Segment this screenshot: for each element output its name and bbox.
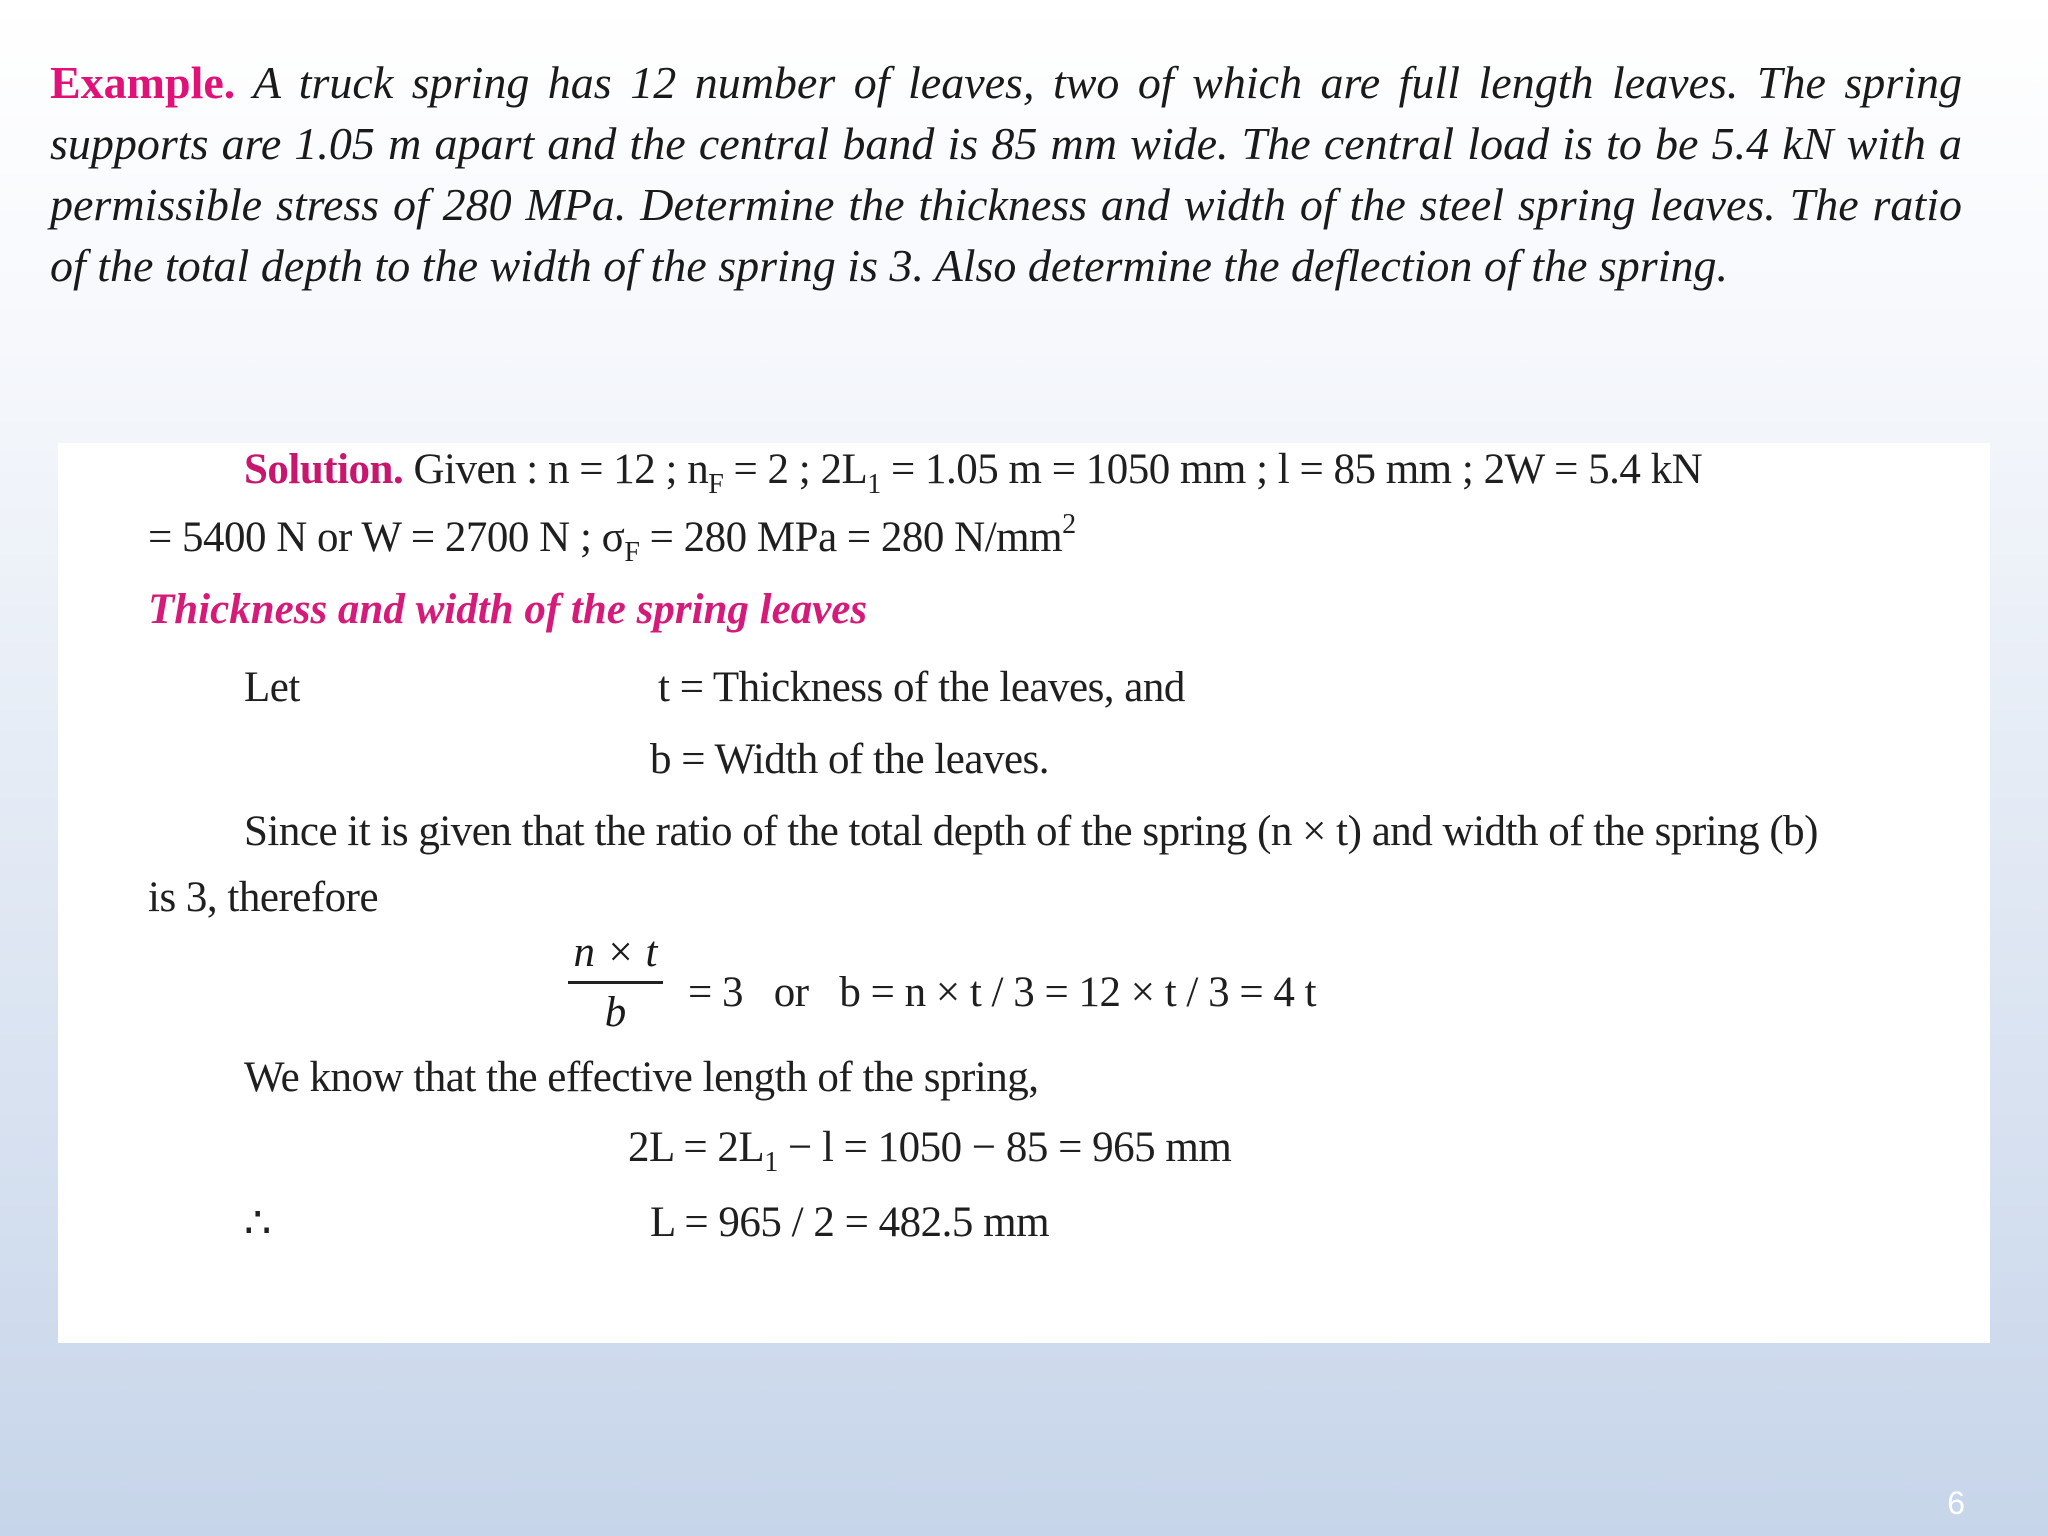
page-number: 6	[1947, 1485, 1965, 1521]
eq2-sub: 1	[764, 1147, 778, 1178]
problem-statement	[50, 52, 1962, 296]
given-2l1: = 2 ; 2L	[723, 446, 868, 493]
let-label: Let	[244, 664, 300, 711]
eq2-lhs: 2L = 2L	[628, 1124, 765, 1171]
given-n: Given : n = 12 ; n	[413, 446, 709, 493]
fraction-numerator: n × t	[573, 929, 658, 976]
given-rest: = 1.05 m = 1050 mm ; l = 85 mm ; 2W = 5.4 kN	[880, 446, 1703, 493]
ratio-sentence-line-2: is 3, therefore	[148, 874, 379, 921]
solution-image	[58, 443, 1990, 1343]
effective-length-equation	[628, 1123, 1231, 1179]
solution-label: Solution.	[244, 446, 404, 493]
ratio-equation: = 3 or b = n × t / 3 = 12 × t / 3 = 4 t	[688, 969, 1317, 1016]
section-heading: Thickness and width of the spring leaves	[148, 586, 868, 633]
given-w: = 5400 N or W = 2700 N ; σ	[148, 514, 625, 561]
given-line-2	[148, 509, 1076, 569]
given-l1-sub: 1	[867, 469, 881, 500]
fraction-denominator: b	[604, 989, 627, 1036]
ratio-sentence-line-1: Since it is given that the ratio of the total depth of the spring (n × t) and width of the spring (b)	[244, 808, 1818, 855]
half-length-equation: L = 965 / 2 = 482.5 mm	[650, 1199, 1050, 1246]
given-sigma-sub: F	[624, 537, 640, 568]
given-mm-sup: 2	[1062, 509, 1076, 540]
eq2-rhs: − l = 1050 − 85 = 965 mm	[777, 1124, 1232, 1171]
given-stress: = 280 MPa = 280 N/mm	[639, 514, 1063, 561]
given-nf-sub: F	[708, 469, 724, 500]
effective-length-intro: We know that the effective length of the spring,	[244, 1054, 1039, 1101]
given-line-1	[244, 445, 1702, 501]
therefore-symbol: ∴	[244, 1200, 271, 1247]
let-b-definition: b = Width of the leaves.	[650, 736, 1050, 783]
example-label: Example.	[50, 57, 236, 108]
let-t-definition: t = Thickness of the leaves, and	[658, 664, 1185, 711]
ratio-fraction	[568, 928, 663, 1037]
problem-text: A truck spring has 12 number of leaves, two of which are full length leaves. The spring supports are 1.05 m apart and the central band is 85 mm wide. The central load is to be 5.4 kN with a permissible stress of 280 MPa. Determine the thickness and width of the steel spring leaves. The ratio of the total depth to the width of the spring is 3. Also determine the deflection of the spring.	[50, 57, 1962, 291]
